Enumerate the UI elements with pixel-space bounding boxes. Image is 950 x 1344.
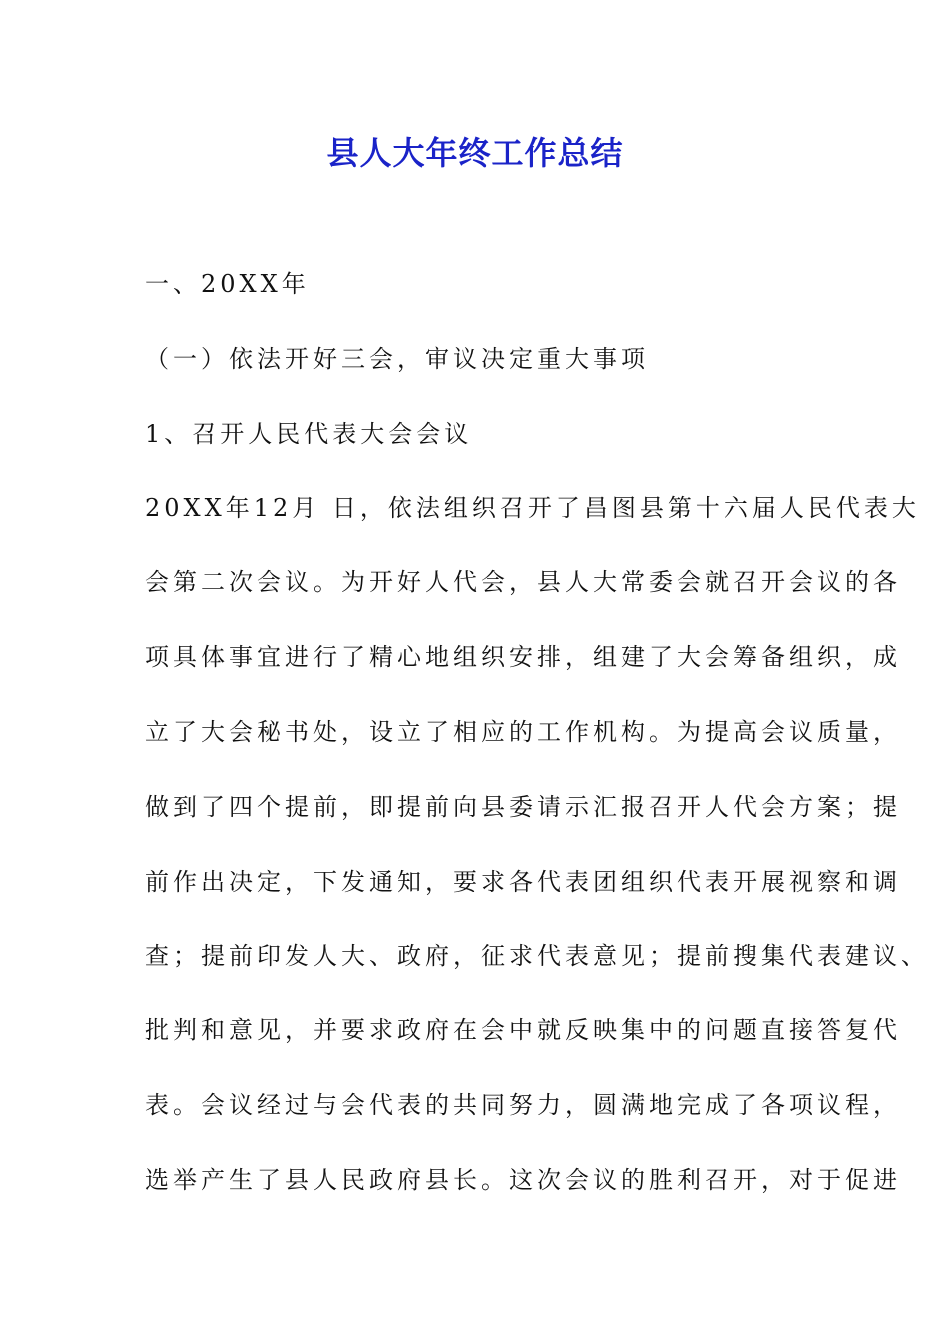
item-heading: 1、召开人民代表大会会议 — [145, 420, 473, 448]
paragraph-line: 做到了四个提前，即提前向县委请示汇报召开人代会方案；提 — [145, 793, 901, 821]
paragraph-line: 立了大会秘书处，设立了相应的工作机构。为提高会议质量， — [145, 718, 901, 746]
paragraph-line: 查；提前印发人大、政府，征求代表意见；提前搜集代表建议、 — [145, 942, 929, 970]
paragraph-line: 项具体事宜进行了精心地组织安排，组建了大会筹备组织，成 — [145, 643, 901, 671]
paragraph-line: 前作出决定，下发通知，要求各代表团组织代表开展视察和调 — [145, 868, 901, 896]
paragraph-line: 表。会议经过与会代表的共同努力，圆满地完成了各项议程， — [145, 1091, 901, 1119]
paragraph-line: 批判和意见，并要求政府在会中就反映集中的问题直接答复代 — [145, 1016, 901, 1044]
section-heading-year: 一、20XX年 — [145, 270, 310, 298]
paragraph-line: 选举产生了县人民政府县长。这次会议的胜利召开，对于促进 — [145, 1166, 901, 1194]
subsection-heading: （一）依法开好三会，审议决定重大事项 — [145, 345, 649, 373]
paragraph-line: 会第二次会议。为开好人代会，县人大常委会就召开会议的各 — [145, 568, 901, 596]
document-title: 县人大年终工作总结 — [326, 134, 624, 172]
paragraph-line: 20XX年12月 日，依法组织召开了昌图县第十六届人民代表大 — [145, 494, 920, 522]
